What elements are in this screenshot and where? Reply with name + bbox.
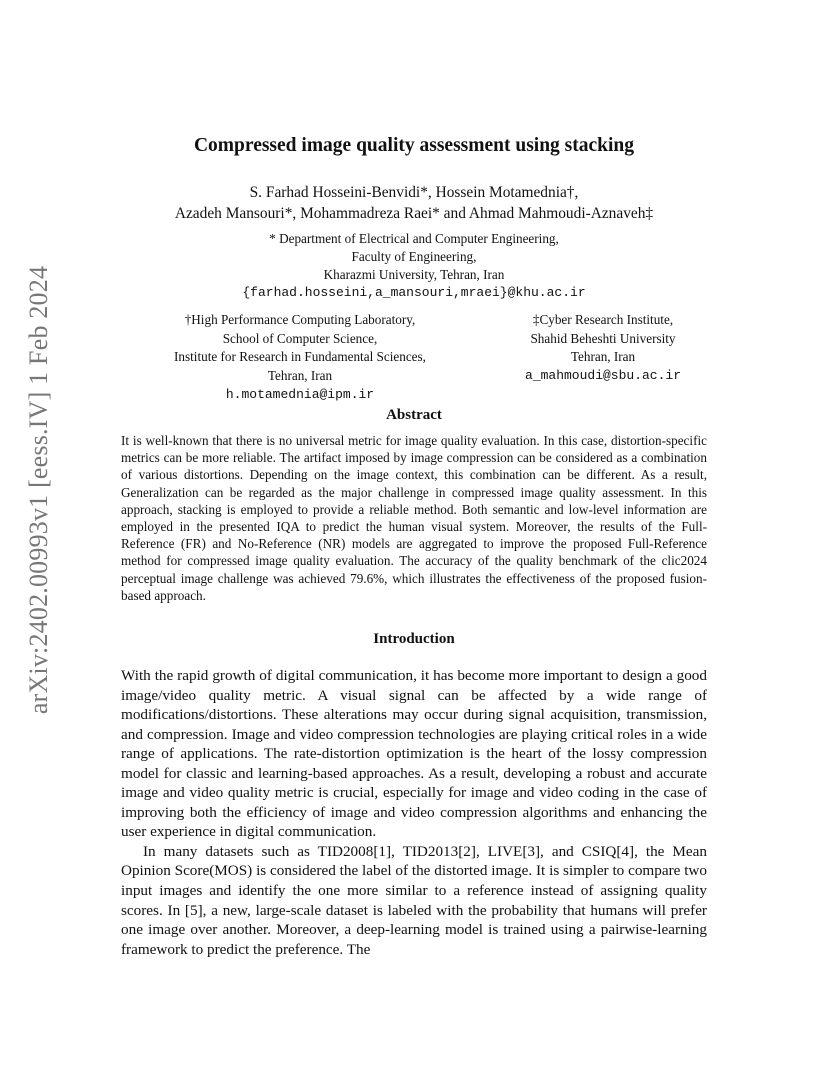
affiliation-line: †High Performance Computing Laboratory,	[184, 312, 416, 327]
affiliation-line: Tehran, Iran	[267, 368, 333, 384]
paragraph: With the rapid growth of digital communication, it has become more important to design a good image/video quality metric. A visual signal can be affected by a wide range of modifications/distortions. These alterations may occur during signal acquisition, transmission, and compression. Image and video compression technologies are playing critical roles in a wide range of applications. The rate-distortion optimization is the heart of the lossy compression model for classic and learning-based approaches. As a result, developing a robust and accurate image and video quality metric is crucial, especially for image and video coding in the case of improving both the efficiency of image and video compression algorithms and enhancing the user experience in digital communication.	[121, 667, 707, 841]
introduction-body	[121, 666, 707, 959]
arxiv-identifier: arXiv:2402.00993v1 [eess.IV] 1 Feb 2024	[24, 265, 53, 715]
affiliation-email: h.motamednia@ipm.ir	[225, 386, 375, 402]
affiliation-line: Institute for Research in Fundamental Sciences,	[174, 349, 426, 365]
introduction-heading: Introduction	[373, 631, 455, 647]
affiliation-kharazmi	[0, 230, 828, 302]
affiliation-line: Shahid Beheshti University	[530, 330, 676, 346]
affiliation-sbu	[498, 311, 708, 386]
affiliation-line: * Department of Electrical and Computer Engineering,	[269, 231, 559, 246]
affiliation-ipm	[140, 311, 460, 405]
author-line-2: Azadeh Mansouri*, Mohammadreza Raei* and Ahmad Mahmoudi-Aznaveh‡	[174, 205, 654, 222]
paragraph: In many datasets such as TID2008[1], TID2013[2], LIVE[3], and CSIQ[4], the Mean Opinion Score(MOS) is considered the label of the distorted image. It is simpler to compare two input images and identify the one more similar to a reference instead of assigning quality scores. In [5], a new, large-scale dataset is labeled with the probability that humans will prefer one image over another. Moreover, a deep-learning model is trained using a pairwise-learning framework to predict the preference. The	[121, 842, 707, 958]
abstract-heading: Abstract	[386, 407, 442, 423]
affiliation-line: Faculty of Engineering,	[351, 249, 477, 264]
author-line-1: S. Farhad Hosseini-Benvidi*, Hossein Motamednia†,	[249, 184, 579, 201]
author-list	[0, 182, 828, 224]
affiliation-line: ‡Cyber Research Institute,	[532, 312, 674, 327]
affiliation-line: Kharazmi University, Tehran, Iran	[323, 267, 505, 282]
affiliation-line: School of Computer Science,	[222, 330, 378, 346]
arxiv-sidebar	[22, 265, 56, 715]
affiliation-line: Tehran, Iran	[570, 349, 636, 365]
affiliation-email: a_mahmoudi@sbu.ac.ir	[524, 368, 682, 384]
paper-title: Compressed image quality assessment using stacking	[193, 135, 635, 156]
affiliation-email: {farhad.hosseini,a_mansouri,mraei}@khu.ac.ir	[242, 285, 586, 300]
abstract-body: It is well-known that there is no universal metric for image quality evaluation. In this case, distortion-specific metrics can be more reliable. The artifact imposed by image compression can be considered as a combination of various distortions. Depending on the image context, this combination can be different. As a result, Generalization can be regarded as the major challenge in compressed image quality assessment. In this approach, stacking is employed to provide a reliable method. Both semantic and low-level information are employed in the presented IQA to predict the human visual system. Moreover, the results of the Full-Reference (FR) and No-Reference (NR) models are aggregated to improve the proposed Full-Reference method for compressed image quality evaluation. The accuracy of the quality benchmark of the clic2024 perceptual image challenge was achieved 79.6%, which illustrates the effectiveness of the proposed fusion-based approach.	[121, 433, 707, 603]
